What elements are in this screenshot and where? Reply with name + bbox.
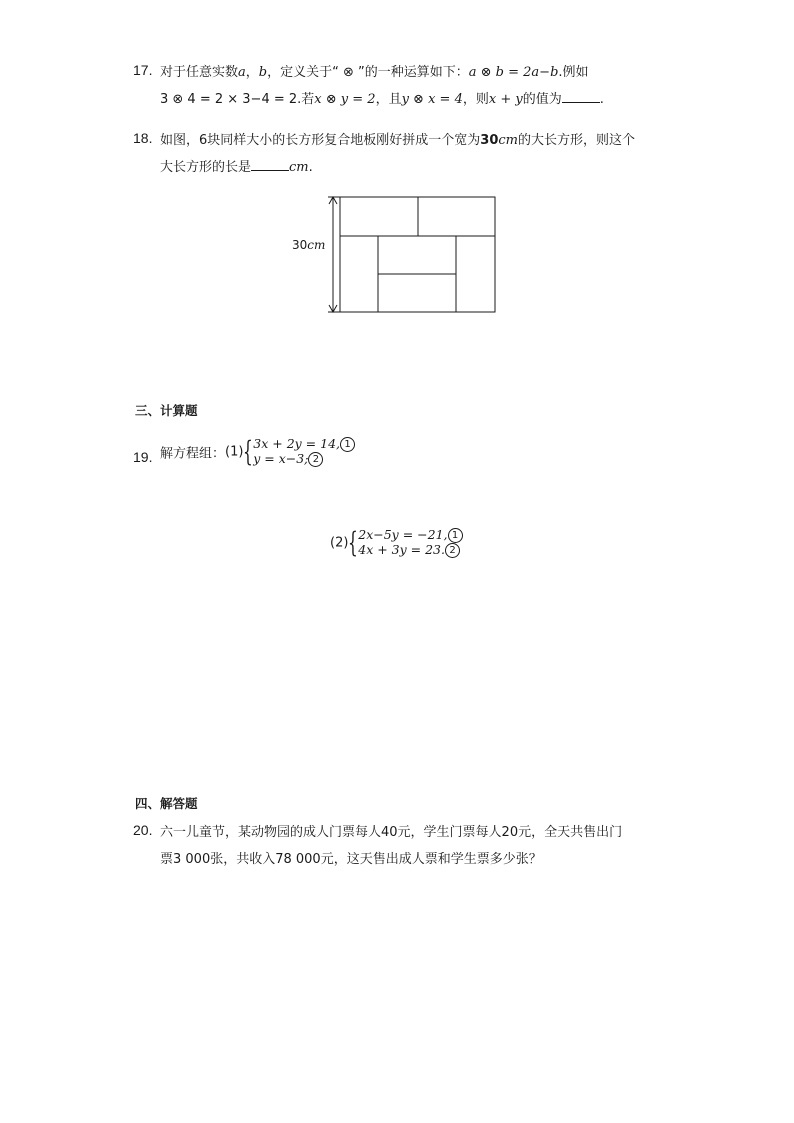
- q19-p1-equation-2: y = x−3;: [253, 451, 309, 466]
- q17-text-a: 对于任意实数: [160, 65, 239, 80]
- q18-number: 18.: [133, 130, 153, 146]
- q19-part2: [330, 528, 463, 558]
- q17-and: ，且: [375, 92, 402, 107]
- q19-p1-equation-1: 3x + 2y = 14,: [253, 436, 341, 451]
- q18-width: 30: [480, 133, 499, 148]
- q19-part1: [160, 437, 355, 467]
- q17-text-c: .例如: [558, 65, 589, 80]
- q19-part2-label: (2): [330, 535, 349, 551]
- q19-intro: 解方程组：: [160, 446, 226, 462]
- q20-line2: 票3 000张，共收入78 000元，这天售出成人票和学生票多少张？: [160, 852, 542, 867]
- section-4-title: 四、解答题: [135, 796, 198, 811]
- q17-line1: [160, 61, 589, 80]
- q17-text-b: ，定义关于“ ⊗ ”的一种运算如下：: [267, 65, 469, 80]
- q18-line1: [160, 129, 635, 148]
- q19-p2-mark-1: 1: [448, 528, 463, 543]
- q17-condition-2: y ⊗ x = 4: [401, 92, 463, 107]
- q19-number: 19.: [133, 449, 153, 465]
- q19-part2-brace: {: [348, 526, 359, 559]
- q19-p1-mark-1: 1: [340, 437, 355, 452]
- q19-p2-mark-2: 2: [445, 543, 460, 558]
- q17-condition-1: x ⊗ y = 2: [314, 92, 376, 107]
- q19-p2-equation-2: 4x + 3y = 23.: [358, 542, 445, 557]
- figure-width-label: 30cm: [292, 238, 326, 252]
- q17-sep: ，: [245, 65, 259, 80]
- q18-line2: [160, 156, 313, 175]
- floor-tiles-figure: [285, 190, 505, 320]
- q19-p1-mark-2: 2: [308, 452, 323, 467]
- q19-p2-equation-1: 2x−5y = −21,: [358, 527, 448, 542]
- q17-var-b: b: [258, 65, 268, 80]
- q19-part1-label: (1): [225, 444, 244, 460]
- q18-unit-2: cm: [289, 160, 309, 175]
- q18-text-b: 的大长方形，则这个: [517, 133, 635, 148]
- q17-number: 17.: [133, 62, 153, 78]
- q17-then: ，则: [462, 92, 489, 107]
- q17-example: 3 ⊗ 4 = 2 × 3−4 = 2.: [160, 92, 302, 107]
- q18-answer-blank[interactable]: [251, 158, 289, 171]
- q17-line2: [160, 88, 604, 107]
- section-3-title: 三、计算题: [135, 403, 198, 418]
- q17-var-a: a: [238, 65, 246, 80]
- q20-number: 20.: [133, 822, 153, 838]
- q17-definition: a ⊗ b = 2a−b: [468, 65, 559, 80]
- q17-target: x + y: [488, 92, 523, 107]
- q18-text-a: 如图，6块同样大小的长方形复合地板刚好拼成一个宽为: [160, 133, 481, 148]
- q18-text-c: 大长方形的长是: [160, 160, 252, 175]
- q18-period: .: [308, 160, 313, 175]
- q17-answer-blank[interactable]: [562, 90, 600, 103]
- q19-part1-brace: {: [243, 435, 254, 468]
- q17-value-of: 的值为: [522, 92, 562, 107]
- q20-line1: 六一儿童节，某动物园的成人门票每人40元，学生门票每人20元，全天共售出门: [160, 825, 623, 840]
- q17-period: .: [599, 92, 604, 107]
- q17-if: 若: [301, 92, 315, 107]
- q18-unit: cm: [498, 133, 518, 148]
